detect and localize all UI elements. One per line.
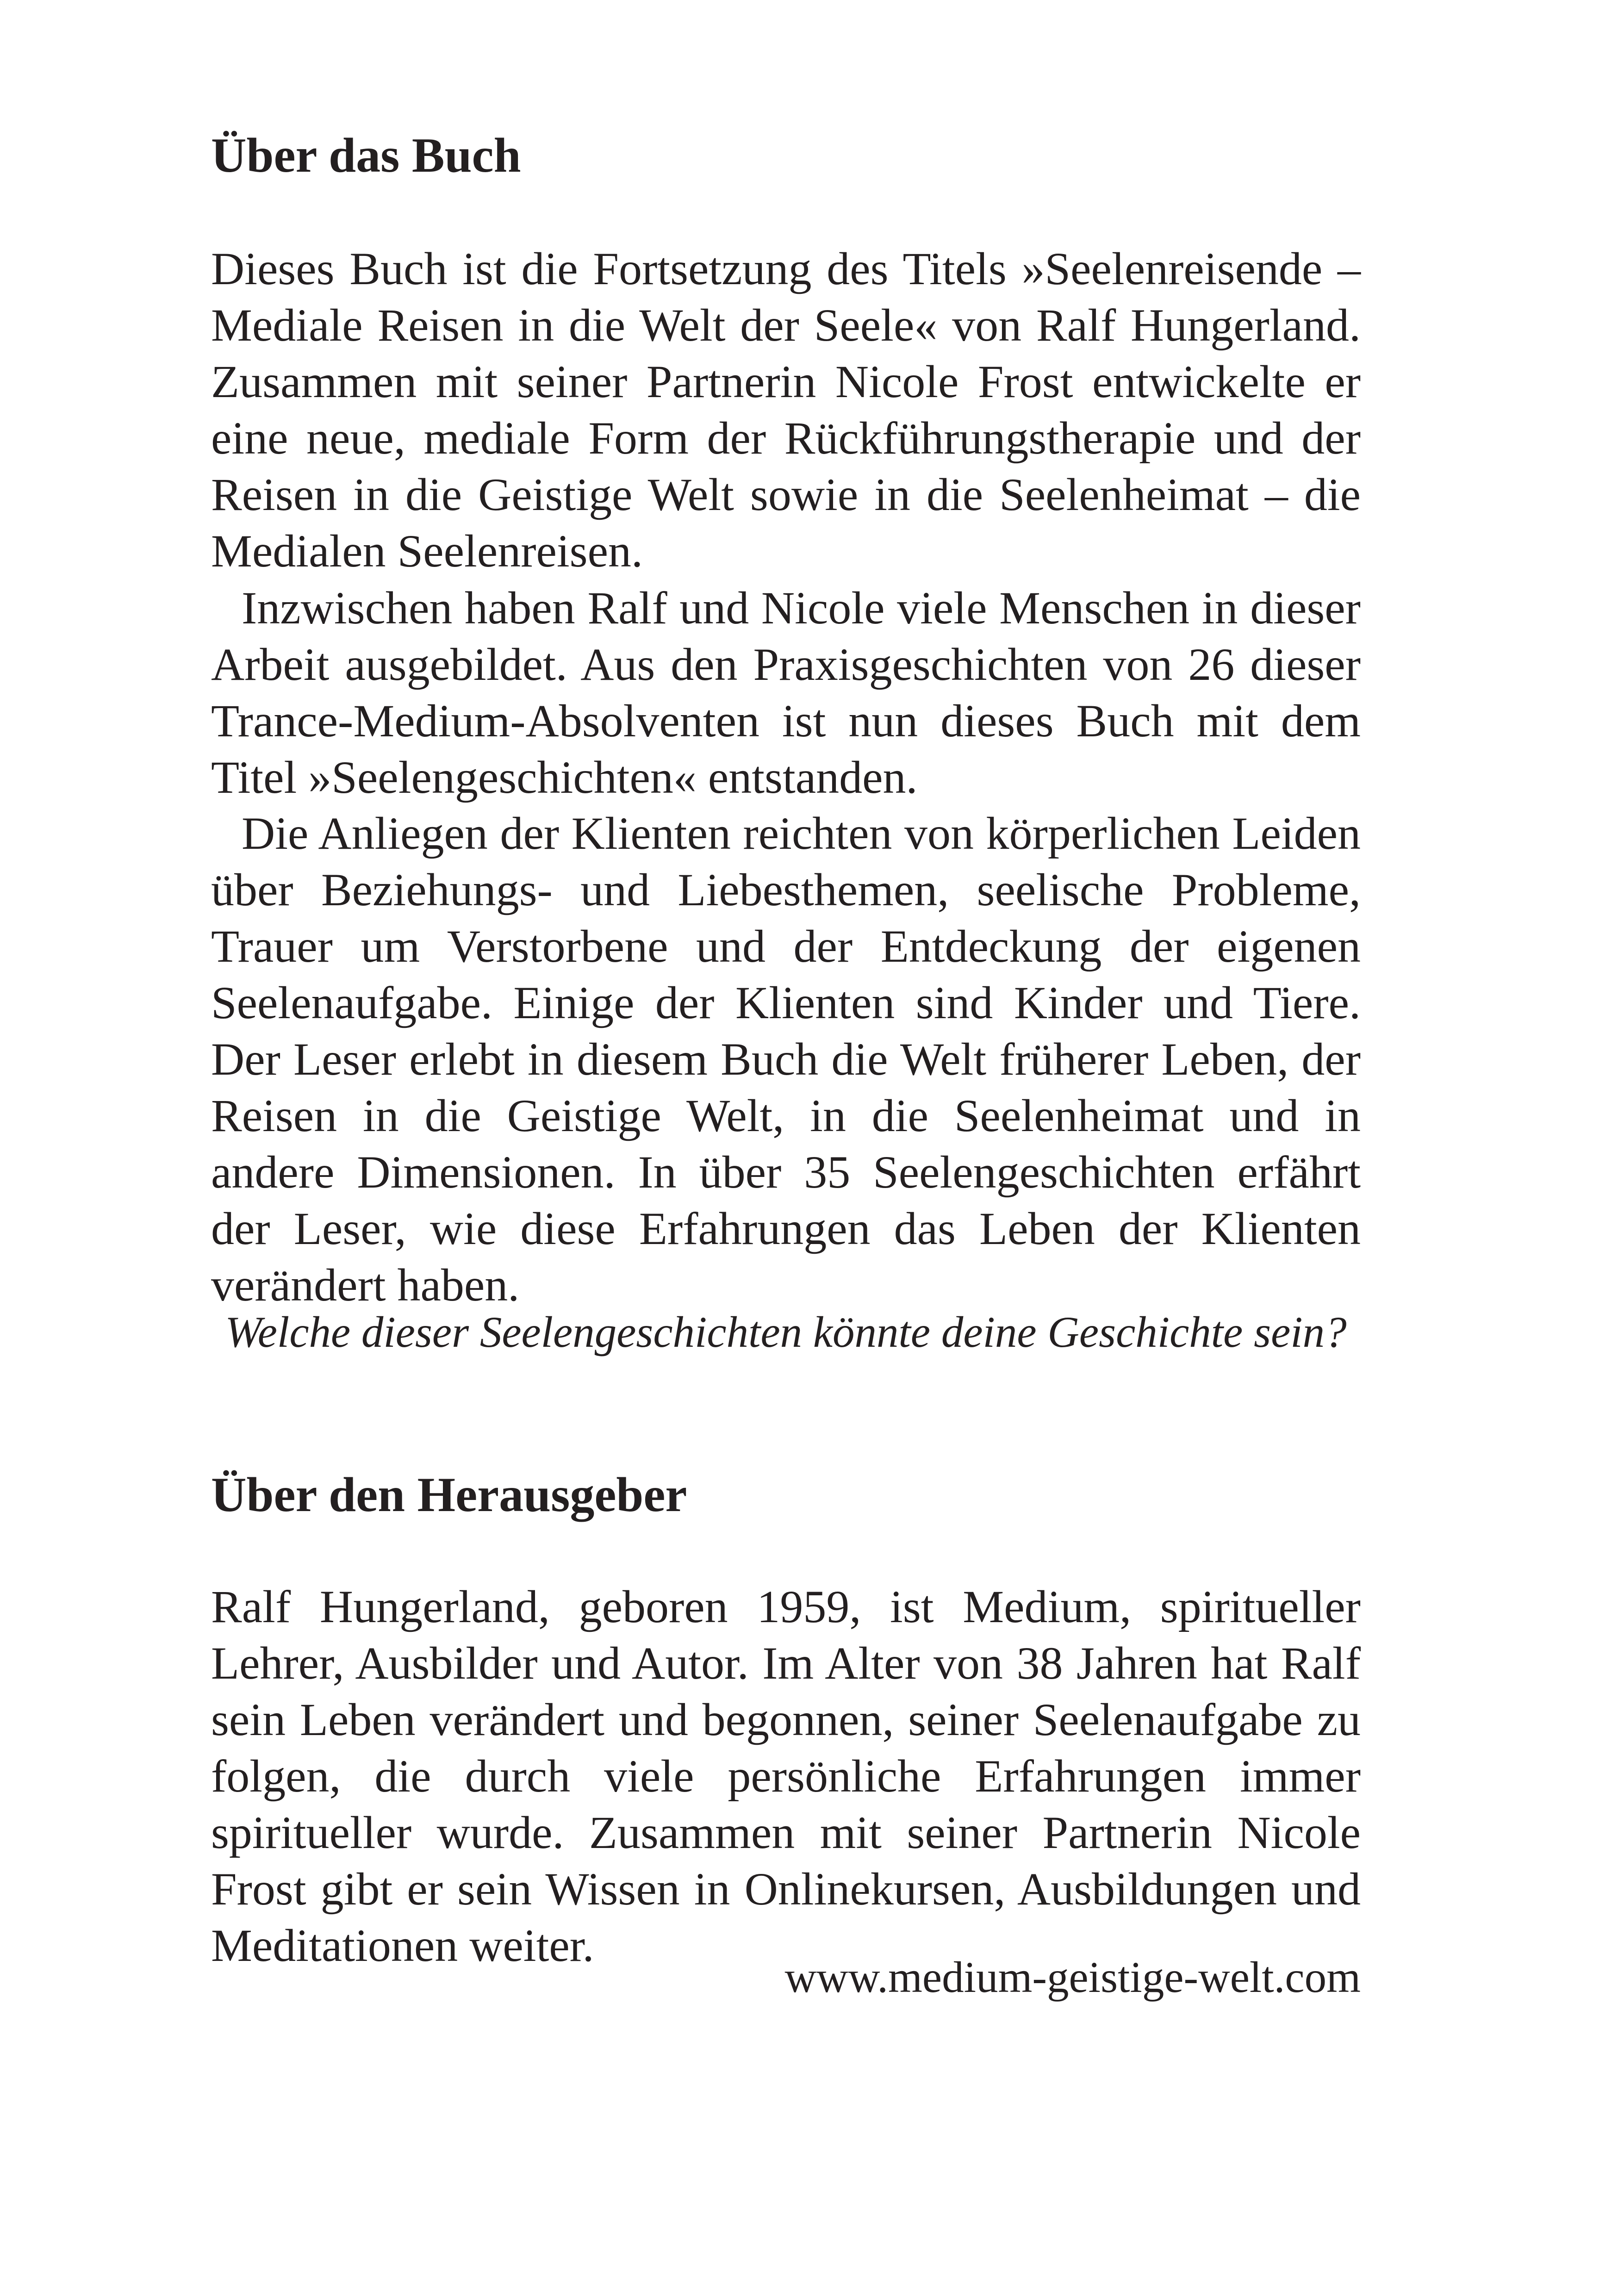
- closing-question: Welche dieser Seelengeschichten könnte deine Geschichte sein?: [225, 1307, 1347, 1356]
- website-url: www.medium-geistige-welt.com: [784, 1953, 1361, 2002]
- about-book-heading: Über das Buch: [211, 128, 521, 182]
- about-editor-paragraph: Ralf Hungerland, geboren 1959, ist Medium, spiritueller Lehrer, Ausbilder und Autor. Im Alter von 38 Jahren hat Ralf sein Leben verändert und begonnen, seiner Seelenaufgabe zu folgen, die durch viele persönliche Erfahrungen immer spiritueller wurde. Zusammen mit seiner Partnerin Nicole Frost gibt er sein Wissen in Onlinekursen, Ausbildungen und Meditationen weiter.: [211, 1581, 1361, 1971]
- about-editor-heading: Über den Herausgeber: [211, 1468, 687, 1522]
- about-book-paragraph-3: Die Anliegen der Klienten reichten von körperlichen Leiden über Beziehungs- und Liebesthemen, seelische Probleme, Trauer um Verstorbene und der Entdeckung der eigenen Seelenaufgabe. Einige der Klienten sind Kinder und Tiere. Der Leser erlebt in diesem Buch die Welt früherer Leben, der Reisen in die Geistige Welt, in die Seelenheimat und in andere Dimensionen. In über 35 Seelengeschichten erfährt der Leser, wie diese Erfahrungen das Leben der Klienten verändert haben.: [211, 808, 1361, 1311]
- about-book-paragraph-1: Dieses Buch ist die Fortsetzung des Titels »Seelenreisende – Mediale Reisen in die Welt der Seele« von Ralf Hungerland. Zusammen mit seiner Partnerin Nicole Frost entwickelte er eine neue, mediale Form der Rückführungstherapie und der Reisen in die Geistige Welt sowie in die Seelenheimat – die Medialen Seelenreisen.: [211, 243, 1361, 577]
- about-book-paragraph-2: Inzwischen haben Ralf und Nicole viele Menschen in dieser Arbeit ausgebildet. Aus den Praxisgeschichten von 26 dieser Trance-Medium-Absolventen ist nun dieses Buch mit dem Titel »Seelengeschichten« entstanden.: [211, 582, 1361, 803]
